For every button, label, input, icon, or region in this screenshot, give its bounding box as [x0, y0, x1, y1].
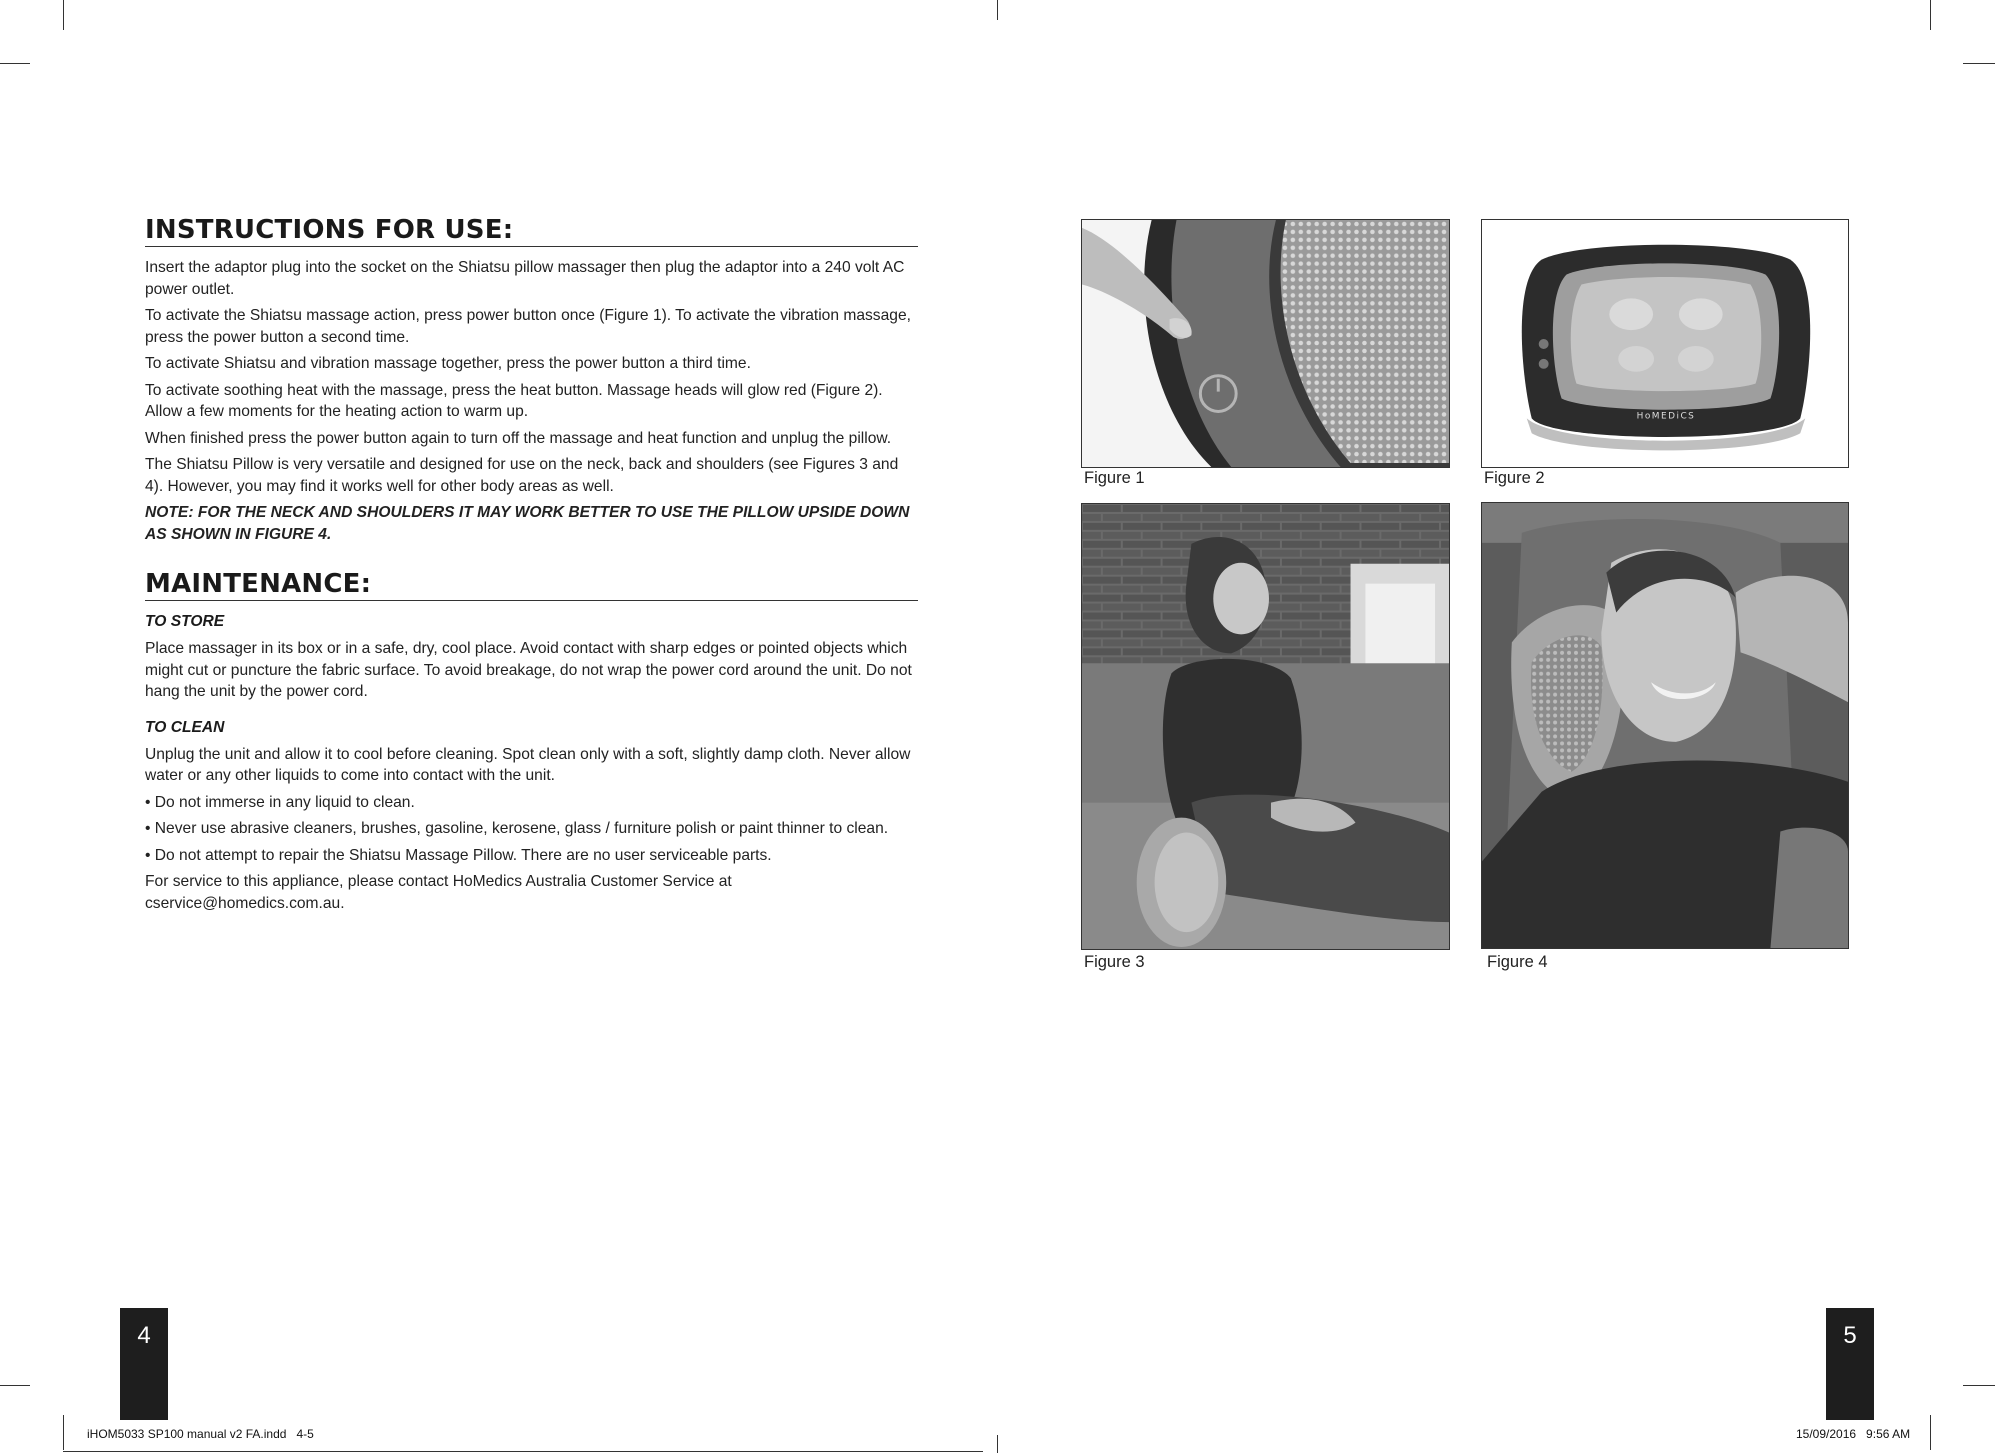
crop-mark: [1963, 63, 1995, 64]
figure-2-caption: Figure 2: [1484, 469, 1545, 487]
figure-3-caption: Figure 3: [1084, 953, 1145, 971]
crop-mark: [0, 1385, 30, 1386]
page-number-tab-right: 5: [1826, 1308, 1874, 1420]
left-text-column: [145, 215, 918, 919]
clean-paragraph: Unplug the unit and allow it to cool before cleaning. Spot clean only with a soft, slightly damp cloth. Never allow water or any other liquids to come into contact with the unit.: [145, 745, 911, 784]
crop-mark: [63, 0, 64, 30]
service-paragraph: For service to this appliance, please contact HoMedics Australia Customer Service at cservice@homedics.com.au.: [145, 873, 732, 912]
crop-mark: [997, 0, 998, 20]
store-paragraph: Place massager in its box or in a safe, dry, cool place. Avoid contact with sharp edges or pointed objects which might cut or puncture the fabric surface. To avoid breakage, do not wrap the power cord around the unit. Do not hang the unit by the power cord.: [145, 640, 912, 700]
figure-2-image: [1481, 219, 1849, 468]
crop-mark: [1930, 1415, 1931, 1450]
instruction-paragraph: To activate Shiatsu and vibration massage together, press the power button a third time.: [145, 355, 751, 372]
instruction-paragraph: To activate the Shiatsu massage action, press power button once (Figure 1). To activate the vibration massage, press the power button a second time.: [145, 307, 911, 346]
maintenance-heading: MAINTENANCE:: [145, 569, 918, 601]
crop-mark: [0, 63, 30, 64]
instruction-paragraph: Insert the adaptor plug into the socket on the Shiatsu pillow massager then plug the adaptor into a 240 volt AC power outlet.: [145, 259, 905, 298]
print-slug-filename: iHOM5033 SP100 manual v2 FA.indd 4-5: [87, 1427, 314, 1441]
clean-bullet: • Do not immerse in any liquid to clean.: [145, 793, 415, 811]
instruction-paragraph: The Shiatsu Pillow is very versatile and designed for use on the neck, back and shoulders (see Figures 3 and 4). However, you may find it works well for other body areas as well.: [145, 456, 899, 495]
print-slug-date: 15/09/2016 9:56 AM: [1796, 1427, 1911, 1441]
figure-2-brand-logo: HoMEDiCS: [1636, 411, 1696, 422]
clean-bullet: • Do not attempt to repair the Shiatsu Massage Pillow. There are no user serviceable parts.: [145, 846, 772, 864]
figure-4-image: [1481, 502, 1849, 949]
instruction-paragraph: When finished press the power button again to turn off the massage and heat function and unplug the pillow.: [145, 429, 892, 447]
slug-rule: [63, 1451, 983, 1452]
figure-1-image: [1081, 219, 1450, 468]
page-number-tab-left: 4: [120, 1308, 168, 1420]
figure-4-caption: Figure 4: [1487, 953, 1548, 971]
clean-bullet: • Never use abrasive cleaners, brushes, gasoline, kerosene, glass / furniture polish or paint thinner to clean.: [145, 820, 889, 837]
instruction-paragraph: To activate soothing heat with the massage, press the heat button. Massage heads will glow red (Figure 2). Allow a few moments for the heating action to warm up.: [145, 381, 883, 420]
crop-mark: [63, 1415, 64, 1450]
crop-mark: [1963, 1385, 1995, 1386]
crop-mark: [1930, 0, 1931, 30]
instruction-note: NOTE: FOR THE NECK AND SHOULDERS IT MAY WORK BETTER TO USE THE PILLOW UPSIDE DOWN AS SHOWN IN FIGURE 4.: [145, 504, 910, 543]
crop-mark: [997, 1435, 998, 1453]
figure-3-image: [1081, 503, 1450, 950]
clean-subheading: TO CLEAN: [145, 718, 225, 736]
figure-1-caption: Figure 1: [1084, 469, 1145, 487]
instructions-heading: INSTRUCTIONS FOR USE:: [145, 215, 918, 247]
store-subheading: TO STORE: [145, 613, 225, 630]
